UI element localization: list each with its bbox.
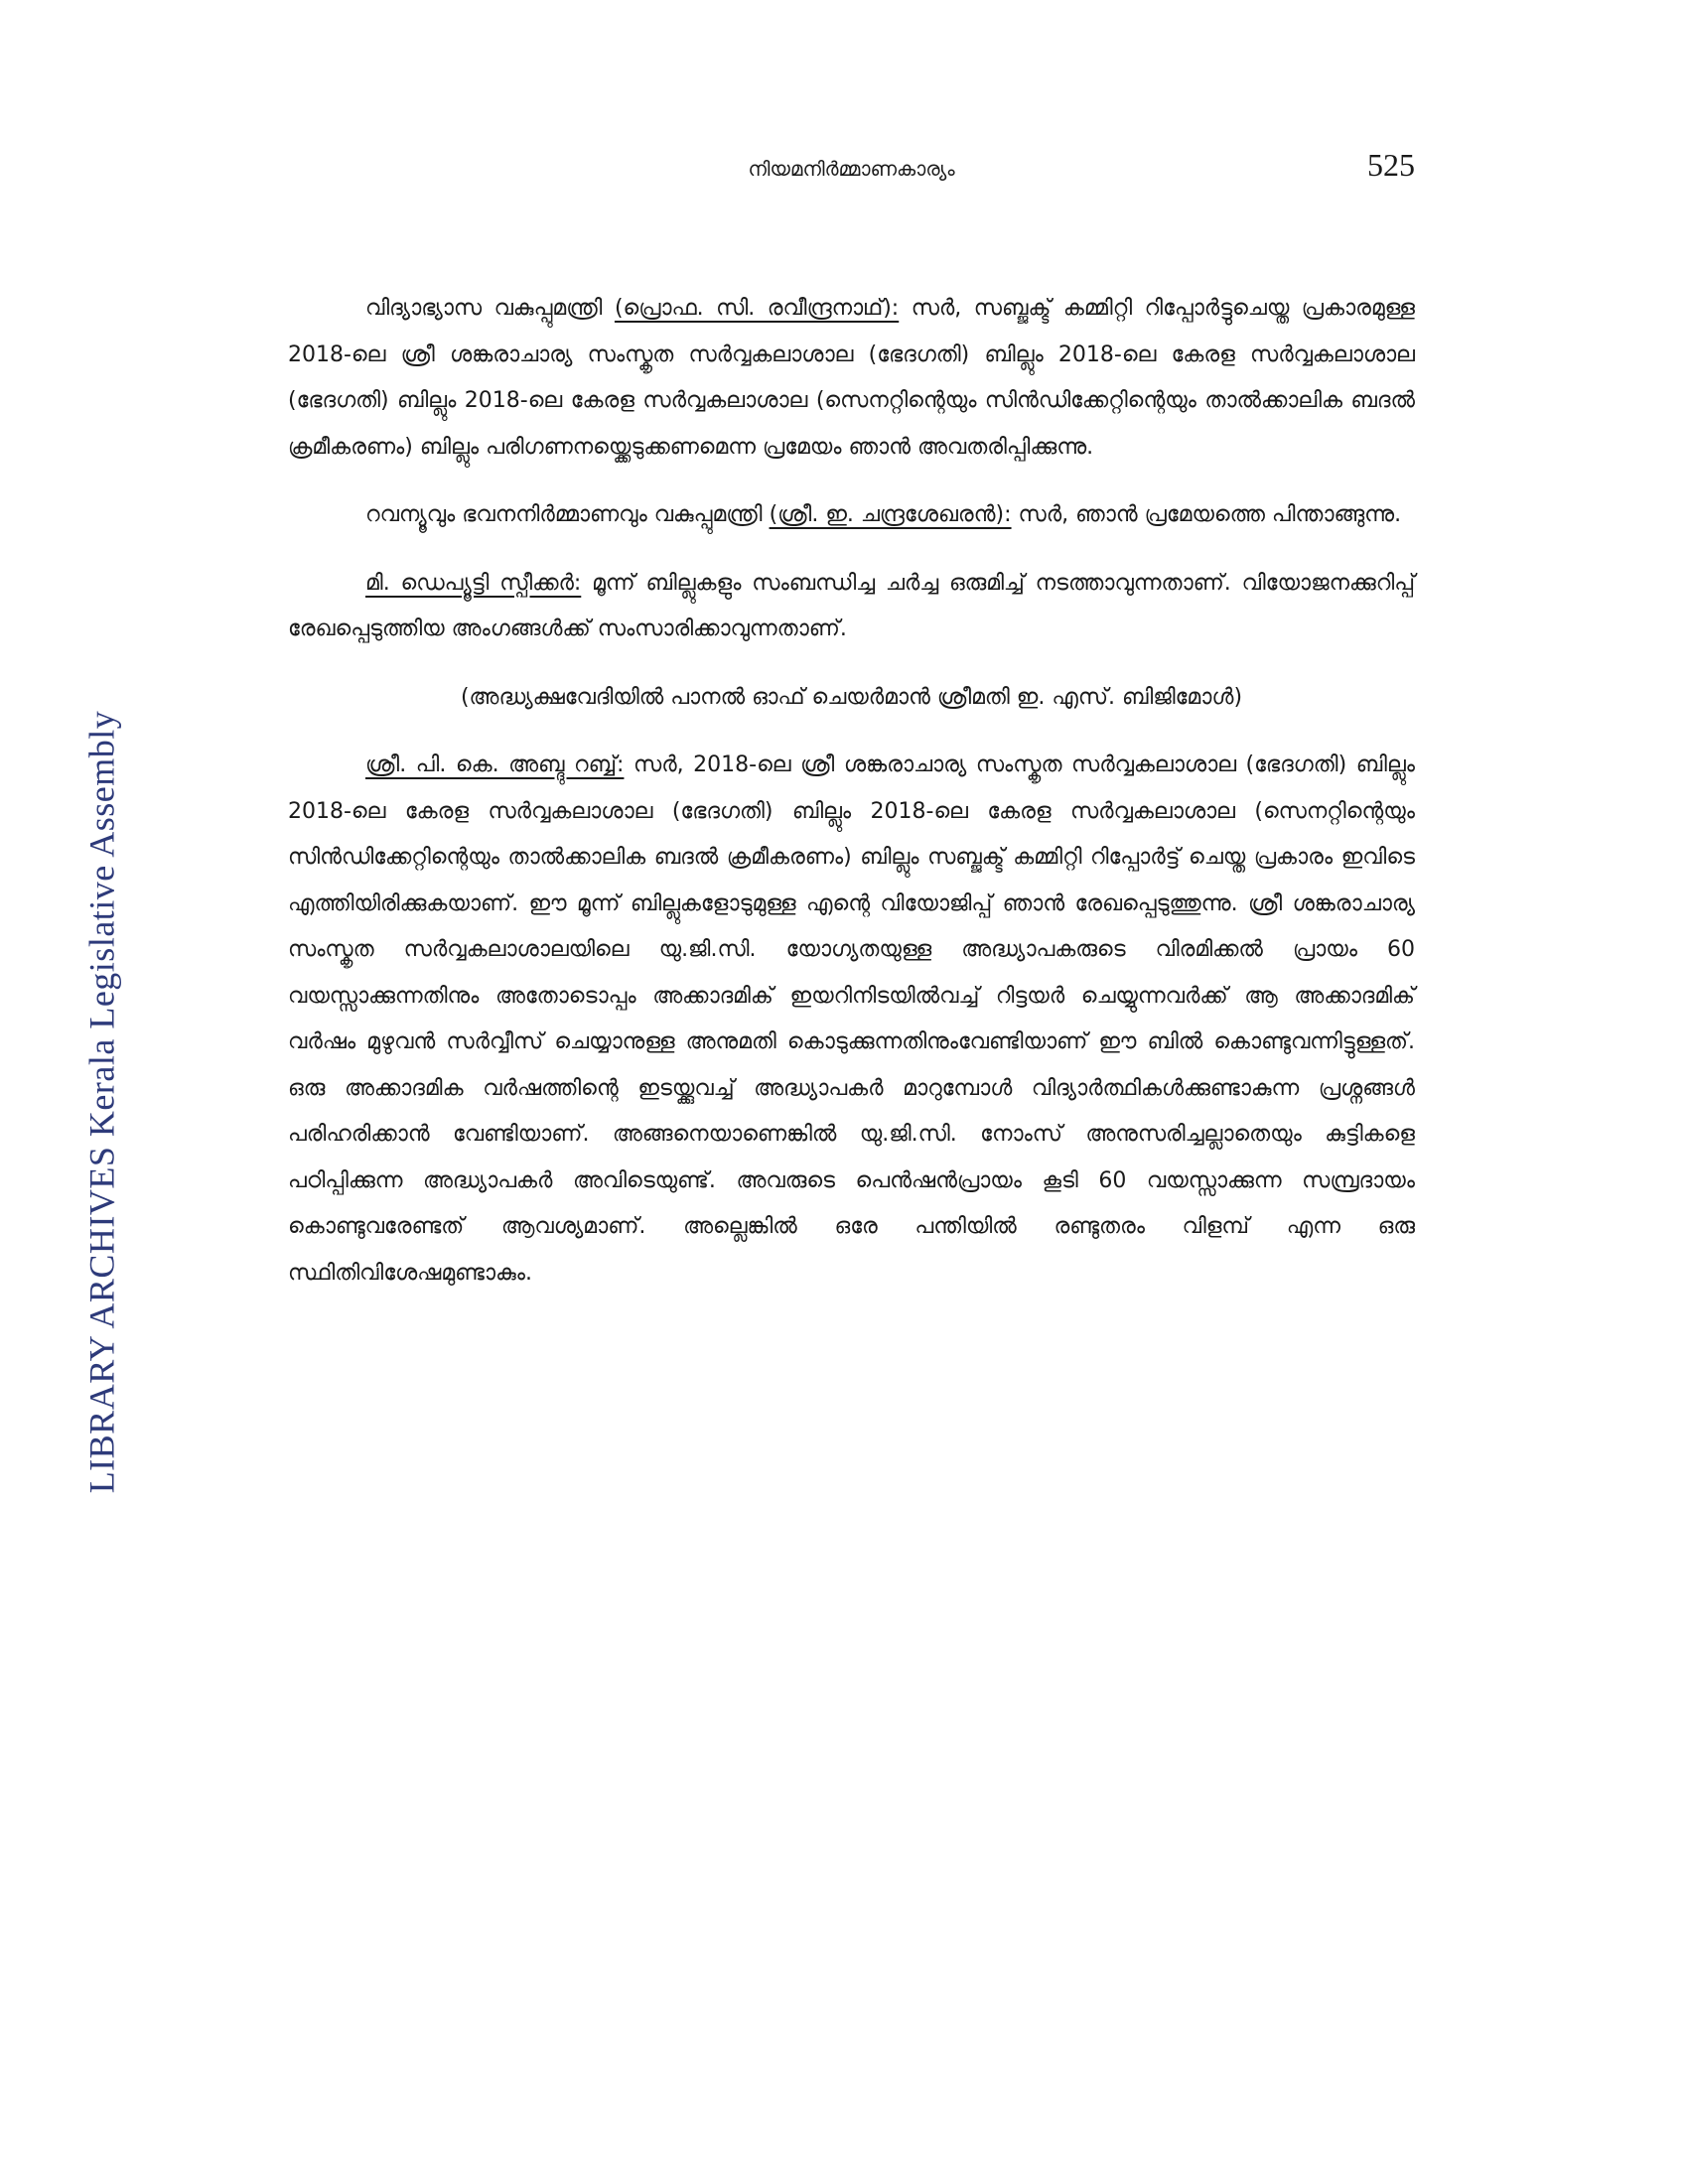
paragraph-seconding xyxy=(288,492,1415,539)
speaker-designation: വിദ്യാഭ്യാസ വകുപ്പുമന്ത്രി xyxy=(365,296,615,321)
chair-note: (അദ്ധ്യക്ഷവേദിയിൽ പാനൽ ഓഫ് ചെയർമാൻ ശ്രീമതി ഇ. എസ്. ബിജിമോൾ) xyxy=(460,684,1243,710)
speaker-name: (പ്രൊഫ. സി. രവീന്ദ്രനാഥ്): xyxy=(614,296,900,321)
watermark-text: LIBRARY ARCHIVES Kerala Legislative Assembly xyxy=(81,710,122,1494)
paragraph-text: മൂന്ന് ബില്ലുകളും സംബന്ധിച്ച ചർച്ച ഒരുമിച്ച് നടത്താവുന്നതാണ്. വിയോജനക്കുറിപ്പ് രേഖപ്പെടുത്തിയ അംഗങ്ങൾക്ക് സംസാരിക്കാവുന്നതാണ്. xyxy=(288,570,1416,641)
speaker-name: ശ്രീ. പി. കെ. അബ്ദു റബ്ബ്: xyxy=(365,752,625,777)
document-page xyxy=(288,139,1415,1318)
archive-watermark xyxy=(81,655,121,1549)
paragraph-text: സർ, 2018-ലെ ശ്രീ ശങ്കരാചാര്യ സംസ്കൃത സർവ്വകലാശാല (ഭേദഗതി) ബില്ലും 2018-ലെ കേരള സർവ്വകലാശാല (ഭേദഗതി) ബില്ലും 2018-ലെ കേരള സർവ്വകലാശാല (സെനറ്റിന്റെയും സിൻഡിക്കേറ്റിന്റെയും താൽക്കാലിക ബദൽ ക്രമീകരണം) ബില്ലും സബ്ജക്ട് കമ്മിറ്റി റിപ്പോർട്ട് ചെയ്ത പ്രകാരം ഇവിടെ എത്തിയിരിക്കുകയാണ്. ഈ മൂന്ന് ബില്ലുകളോടുമുള്ള എന്റെ വിയോജിപ്പ് ഞാൻ രേഖപ്പെടുത്തുന്നു. ശ്രീ ശങ്കരാചാര്യ സംസ്കൃത സർവ്വകലാശാലയിലെ യു.ജി.സി. യോഗ്യതയുള്ള അദ്ധ്യാപകരുടെ വിരമിക്കൽ പ്രായം 60 വയസ്സാക്കുന്നതിനും അതോടൊപ്പം അക്കാദമിക് ഇയറിനിടയിൽവച്ച് റിട്ടയർ ചെയ്യുന്നവർക്ക് ആ അക്കാദമിക് വർഷം മുഴുവൻ സർവ്വീസ് ചെയ്യാനുള്ള അനുമതി കൊടുക്കുന്നതിനുംവേണ്ടിയാണ് ഈ ബിൽ കൊണ്ടുവന്നിട്ടുള്ളത്. ഒരു അക്കാദമിക വർഷത്തിന്റെ ഇടയ്ക്കുവച്ച് അദ്ധ്യാപകർ മാറുമ്പോൾ വിദ്യാർത്ഥികൾക്കുണ്ടാകുന്ന പ്രശ്നങ്ങൾ പരിഹരിക്കാൻ വേണ്ടിയാണ്. അങ്ങനെയാണെങ്കിൽ യു.ജി.സി. നോംസ് അനുസരിച്ചല്ലാതെയും കുട്ടികളെ പഠിപ്പിക്കുന്ന അദ്ധ്യാപകർ അവിടെയുണ്ട്. അവരുടെ പെൻഷൻപ്രായം കൂടി 60 വയസ്സാക്കുന്ന സമ്പ്രദായം കൊണ്ടുവരേണ്ടത് ആവശ്യമാണ്. അല്ലെങ്കിൽ ഒരേ പന്തിയിൽ രണ്ടുതരം വിളമ്പ് എന്ന ഒരു സ്ഥിതിവിശേഷമുണ്ടാകും. xyxy=(288,752,1415,1286)
speaker-name: (ശ്രീ. ഇ. ചന്ദ്രശേഖരൻ): xyxy=(769,502,1012,527)
paragraph-member-speech xyxy=(288,743,1415,1297)
running-title: നിയമനിർമ്മാണകാര്യം xyxy=(748,157,955,181)
paragraph-deputy-speaker xyxy=(288,561,1415,653)
paragraph-minister-motion xyxy=(288,286,1415,471)
proceedings-body xyxy=(288,286,1415,1297)
page-number: 525 xyxy=(1367,147,1415,183)
speaker-name: മി. ഡെപ്യൂട്ടി സ്പീക്കർ: xyxy=(365,570,582,596)
paragraph-text: സർ, സബ്ജക്ട് കമ്മിറ്റി റിപ്പോർട്ടുചെയ്ത പ്രകാരമുള്ള 2018-ലെ ശ്രീ ശങ്കരാചാര്യ സംസ്കൃത സർവ്വകലാശാല (ഭേദഗതി) ബില്ലും 2018-ലെ കേരള സർവ്വകലാശാല (ഭേദഗതി) ബില്ലും 2018-ലെ കേരള സർവ്വകലാശാല (സെനറ്റിന്റെയും സിൻഡിക്കേറ്റിന്റെയും താൽക്കാലിക ബദൽ ക്രമീകരണം) ബില്ലും പരിഗണനയ്ക്കെടുക്കണമെന്ന പ്രമേയം ഞാൻ അവതരിപ്പിക്കുന്നു. xyxy=(288,296,1415,460)
speaker-designation: റവന്യൂവും ഭവനനിർമ്മാണവും വകുപ്പുമന്ത്രി xyxy=(365,502,770,527)
paragraph-text: സർ, ഞാൻ പ്രമേയത്തെ പിന്താങ്ങുന്നു. xyxy=(1011,502,1402,527)
running-header xyxy=(288,139,1415,199)
